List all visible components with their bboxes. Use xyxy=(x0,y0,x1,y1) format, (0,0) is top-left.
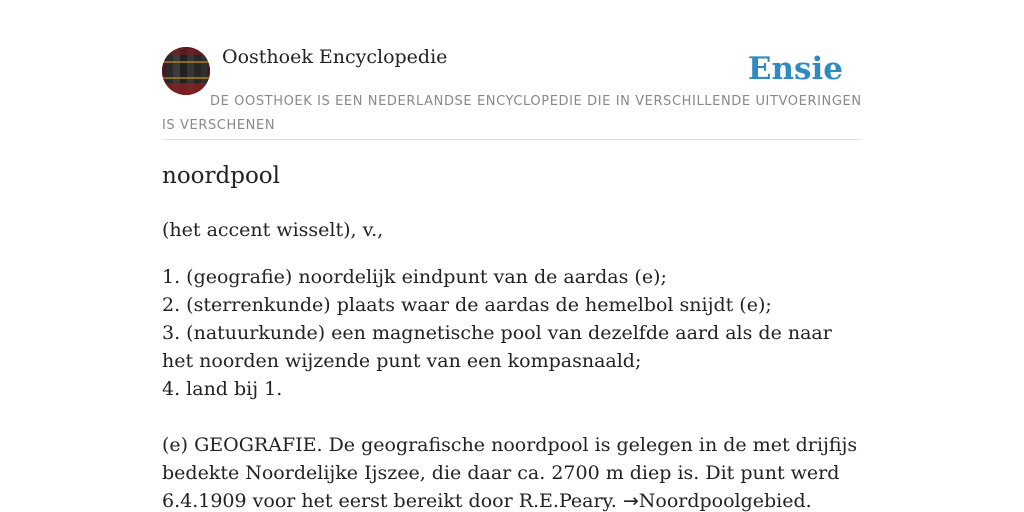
book-spines-icon[interactable] xyxy=(162,47,210,95)
page xyxy=(162,0,862,512)
site-header xyxy=(162,0,862,140)
geography-text: (e) GEOGRAFIE. De geografische noordpool is gelegen in de met drijfijs bedekte Noordelijke Ijszee, die daar ca. 2700 m diep is. Dit punt werd 6.4.1909 voor het eerst bereikt door R.E.Peary. xyxy=(162,434,858,512)
entry-content xyxy=(162,216,862,512)
brand-logo-link[interactable]: Ensie xyxy=(747,51,843,87)
geography-paragraph xyxy=(162,431,862,512)
arrow-right-icon: → xyxy=(622,490,639,512)
entry-title: noordpool xyxy=(162,163,280,189)
definition-item: 1. (geografie) noordelijk eindpunt van de aardas (e); xyxy=(162,266,667,288)
definition-item: 4. land bij 1. xyxy=(162,378,283,400)
site-name-link[interactable]: Oosthoek Encyclopedie xyxy=(222,46,448,68)
definition-item: 2. (sterrenkunde) plaats waar de aardas de hemelbol snijdt (e); xyxy=(162,294,772,316)
xref-link-noordpoolgebied[interactable]: Noordpoolgebied. xyxy=(638,490,812,512)
entry-grammar: (het accent wisselt), v., xyxy=(162,219,384,241)
site-tagline: DE OOSTHOEK IS EEN NEDERLANDSE ENCYCLOPEDIE DIE IN VERSCHILLENDE UITVOERINGEN IS VERSCHENEN xyxy=(162,94,862,133)
definition-item: 3. (natuurkunde) een magnetische pool van dezelfde aard als de naar het noorden wijzende punt van een kompasnaald; xyxy=(162,322,832,372)
